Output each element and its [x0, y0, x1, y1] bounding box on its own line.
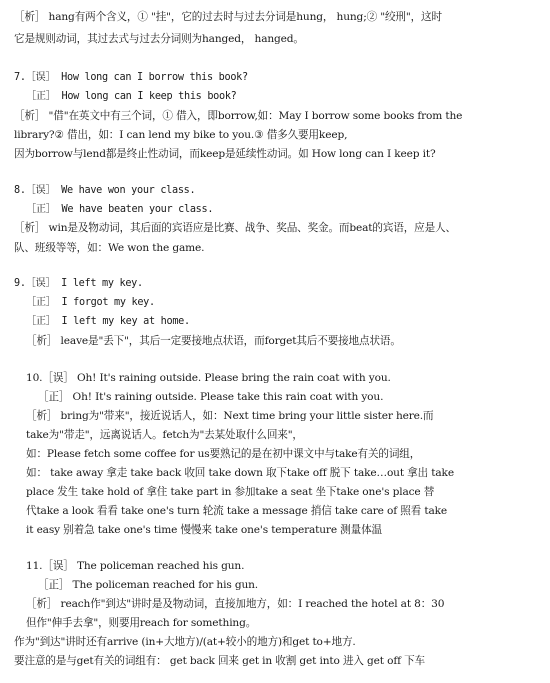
text-line: 因为borrow与lend都是终止性动词，而keep是延续性动词。如 How long can I keep it?: [14, 148, 436, 160]
text-line: library?② 借出，如：I can lend my bike to you.③ 借多久要用keep,: [14, 129, 348, 141]
text-line: ［析］ hang有两个含义，① "挂"，它的过去时与过去分词是hung， hung;② "绞刑"，这时: [14, 11, 442, 23]
text-line: 它是规则动词，其过去式与过去分词则为hanged， hanged。: [14, 33, 304, 45]
text-line: 如： take away 拿走 take back 收回 take down 取下take off 脱下 take…out 拿出 take: [26, 467, 454, 479]
text-line: 要注意的是与get有关的词组有： get back 回来 get in 收割 get into 进入 get off 下车: [14, 655, 425, 667]
text-line: 8.［误］ We have won your class.: [14, 185, 196, 196]
text-line: 9.［误］ I left my key.: [14, 278, 143, 289]
text-line: ［析］ leave是"丢下"，其后一定要接地点状语，而forget其后不要接地点状语。: [26, 335, 401, 347]
text-line: ［正］ How long can I keep this book?: [26, 91, 237, 102]
text-line: it easy 别着急 take one's time 慢慢来 take one's temperature 测量体温: [26, 524, 382, 536]
text-line: 队、班级等等，如：We won the game.: [14, 242, 205, 254]
text-line: 7.［误］ How long can I borrow this book?: [14, 72, 248, 83]
text-line: ［正］ I forgot my key.: [26, 297, 155, 308]
text-line: place 发生 take hold of 拿住 take part in 参加take a seat 坐下take one's place 替: [26, 486, 435, 498]
text-line: ［正］ I left my key at home.: [26, 316, 190, 327]
text-line: 如：Please fetch some coffee for us要熟记的是在初中课文中与take有关的词组，: [26, 448, 421, 460]
text-line: ［析］ "借"在英文中有三个词，① 借入，即borrow,如：May I borrow some books from the: [14, 110, 463, 122]
text-line: ［析］ reach作"到达"讲时是及物动词，直接加地方，如：I reached the hotel at 8：30: [26, 598, 445, 610]
text-line: 10.［误］ Oh! It's raining outside. Please bring the rain coat with you.: [26, 372, 391, 384]
text-line: 代take a look 看看 take one's turn 轮流 take a message 捎信 take care of 照看 take: [26, 505, 447, 517]
text-line: ［正］ We have beaten your class.: [26, 204, 214, 215]
text-line: ［正］ Oh! It's raining outside. Please take this rain coat with you.: [38, 391, 384, 403]
text-line: ［正］ The policeman reached for his gun.: [38, 579, 259, 591]
text-line: ［析］ win是及物动词，其后面的宾语应是比赛、战争、奖品、奖金。而beat的宾语，应是人、: [14, 222, 456, 234]
text-line: take为"带走"，远离说话人。fetch为"去某处取什么回来"，: [26, 429, 303, 441]
text-line: 作为"到达"讲时还有arrive (in+大地方)/(at+较小的地方)和get to+地方.: [14, 636, 356, 648]
text-line: 但作"伸手去拿"，则要用reach for something。: [26, 617, 257, 629]
text-line: ［析］ bring为"带来"，接近说话人，如：Next time bring your little sister here.而: [26, 410, 434, 422]
text-line: 11.［误］ The policeman reached his gun.: [26, 560, 245, 572]
